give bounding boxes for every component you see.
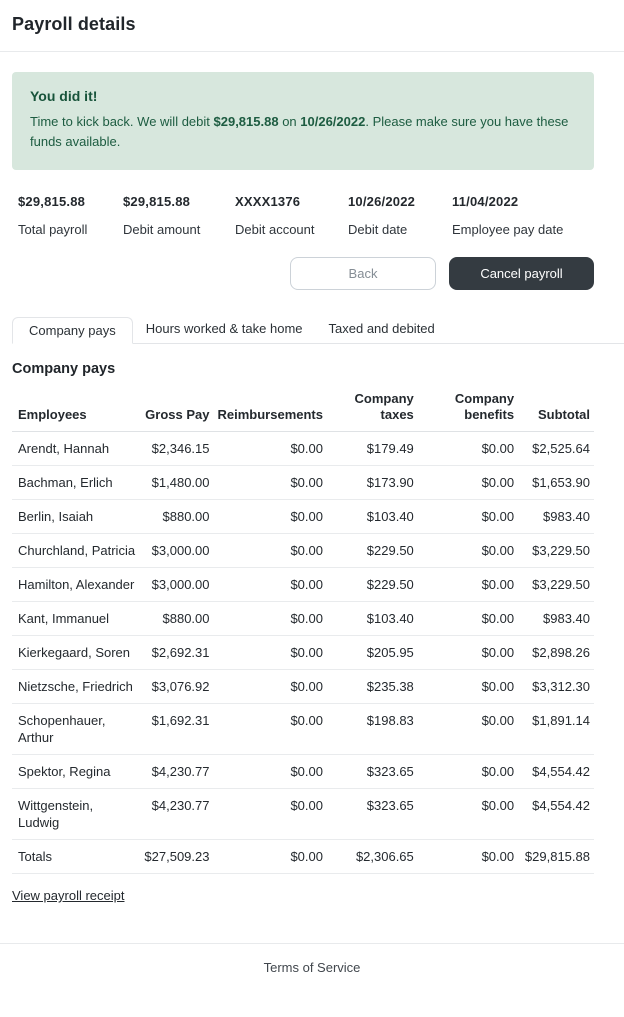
amount-cell: $205.95 — [327, 636, 418, 670]
amount-cell: $0.00 — [418, 755, 518, 789]
amount-cell: $0.00 — [214, 534, 327, 568]
stat-total-payroll — [18, 194, 123, 237]
amount-cell: $1,480.00 — [140, 466, 213, 500]
employee-name: Arendt, Hannah — [12, 432, 140, 466]
stat-value: $29,815.88 — [18, 194, 86, 209]
table-row — [12, 704, 594, 755]
amount-cell: $2,346.15 — [140, 432, 213, 466]
amount-cell: $4,554.42 — [518, 755, 594, 789]
amount-cell: $0.00 — [214, 432, 327, 466]
amount-cell: $3,229.50 — [518, 534, 594, 568]
banner-body-post: . Please make sure you have these funds available. — [30, 114, 569, 149]
stat-debit-account — [235, 194, 348, 237]
terms-of-service-link[interactable]: Terms of Service — [263, 960, 361, 975]
amount-cell: $103.40 — [327, 602, 418, 636]
page-title: Payroll details — [12, 14, 136, 34]
amount-cell: $323.65 — [327, 755, 418, 789]
amount-cell: $0.00 — [214, 789, 327, 840]
totals-amount-cell: $27,509.23 — [140, 840, 213, 874]
amount-cell: $4,230.77 — [140, 755, 213, 789]
amount-cell: $0.00 — [214, 755, 327, 789]
success-banner — [12, 72, 594, 170]
stat-value: $29,815.88 — [123, 194, 191, 209]
tab-taxed-and-debited[interactable]: Taxed and debited — [328, 321, 435, 336]
amount-cell: $0.00 — [214, 568, 327, 602]
employee-name: Kant, Immanuel — [12, 602, 140, 636]
tab-hours-worked-take-home[interactable]: Hours worked & take home — [145, 321, 303, 336]
banner-body-mid: on — [278, 114, 301, 129]
table-row — [12, 789, 594, 840]
amount-cell: $983.40 — [518, 602, 594, 636]
amount-cell: $880.00 — [140, 602, 213, 636]
amount-cell: $0.00 — [418, 432, 518, 466]
amount-cell: $983.40 — [518, 500, 594, 534]
banner-body — [30, 112, 576, 152]
cancel-payroll-button[interactable]: Cancel payroll — [449, 257, 594, 290]
amount-cell: $0.00 — [418, 670, 518, 704]
employee-name: Berlin, Isaiah — [12, 500, 140, 534]
amount-cell: $0.00 — [214, 670, 327, 704]
header-divider — [0, 51, 624, 52]
table-row — [12, 568, 594, 602]
amount-cell: $0.00 — [418, 534, 518, 568]
table-row — [12, 534, 594, 568]
payroll-stats-row — [18, 194, 594, 237]
amount-cell: $3,312.30 — [518, 670, 594, 704]
amount-cell: $0.00 — [418, 466, 518, 500]
table-row — [12, 755, 594, 789]
amount-cell: $323.65 — [327, 789, 418, 840]
amount-cell: $198.83 — [327, 704, 418, 755]
column-header: Gross Pay — [140, 385, 213, 432]
totals-amount-cell: $2,306.65 — [327, 840, 418, 874]
column-header: Company taxes — [327, 385, 418, 432]
amount-cell: $1,891.14 — [518, 704, 594, 755]
employee-name: Nietzsche, Friedrich — [12, 670, 140, 704]
amount-cell: $2,898.26 — [518, 636, 594, 670]
employee-name: Churchland, Patricia — [12, 534, 140, 568]
stat-label: Total payroll — [18, 222, 88, 237]
stat-label: Employee pay date — [452, 222, 564, 237]
action-buttons — [12, 257, 594, 290]
employee-name: Bachman, Erlich — [12, 466, 140, 500]
amount-cell: $3,000.00 — [140, 568, 213, 602]
stat-value: 11/04/2022 — [452, 194, 519, 209]
table-row — [12, 670, 594, 704]
column-header: Subtotal — [518, 385, 594, 432]
stat-value: XXXX1376 — [235, 194, 301, 209]
column-header: Company benefits — [418, 385, 518, 432]
totals-amount-cell: $29,815.88 — [518, 840, 594, 874]
amount-cell: $0.00 — [214, 602, 327, 636]
totals-amount-cell: $0.00 — [418, 840, 518, 874]
amount-cell: $0.00 — [418, 704, 518, 755]
amount-cell: $229.50 — [327, 568, 418, 602]
amount-cell: $0.00 — [418, 568, 518, 602]
amount-cell: $3,000.00 — [140, 534, 213, 568]
amount-cell: $0.00 — [214, 500, 327, 534]
amount-cell: $0.00 — [418, 789, 518, 840]
amount-cell: $103.40 — [327, 500, 418, 534]
table-row — [12, 466, 594, 500]
amount-cell: $3,076.92 — [140, 670, 213, 704]
stat-label: Debit amount — [123, 222, 201, 237]
totals-label: Totals — [12, 840, 140, 874]
amount-cell: $0.00 — [418, 500, 518, 534]
totals-row — [12, 840, 594, 874]
table-row — [12, 432, 594, 466]
amount-cell: $4,230.77 — [140, 789, 213, 840]
stat-value: 10/26/2022 — [348, 194, 416, 209]
company-pays-table — [12, 385, 594, 874]
employee-name: Hamilton, Alexander — [12, 568, 140, 602]
view-payroll-receipt-link[interactable]: View payroll receipt — [12, 888, 125, 903]
employee-name: Schopenhauer, Arthur — [12, 704, 140, 755]
banner-debit-amount: $29,815.88 — [213, 114, 279, 129]
amount-cell: $1,653.90 — [518, 466, 594, 500]
table-header — [12, 385, 594, 432]
footer — [0, 944, 624, 993]
banner-debit-date: 10/26/2022 — [300, 114, 366, 129]
tab-bar — [12, 316, 624, 344]
banner-body-pre: Time to kick back. We will debit — [30, 114, 214, 129]
amount-cell: $880.00 — [140, 500, 213, 534]
totals-amount-cell: $0.00 — [214, 840, 327, 874]
amount-cell: $173.90 — [327, 466, 418, 500]
amount-cell: $235.38 — [327, 670, 418, 704]
stat-label: Debit account — [235, 222, 315, 237]
employee-name: Kierkegaard, Soren — [12, 636, 140, 670]
table-row — [12, 636, 594, 670]
amount-cell: $0.00 — [418, 602, 518, 636]
table-row — [12, 602, 594, 636]
section-heading: Company pays — [12, 361, 116, 377]
stat-debit-date — [348, 194, 452, 237]
amount-cell: $4,554.42 — [518, 789, 594, 840]
column-header: Employees — [12, 385, 140, 432]
amount-cell: $2,692.31 — [140, 636, 213, 670]
amount-cell: $0.00 — [214, 466, 327, 500]
tab-company-pays[interactable]: Company pays — [12, 317, 133, 344]
amount-cell: $3,229.50 — [518, 568, 594, 602]
banner-title: You did it! — [30, 88, 98, 104]
employee-name: Wittgenstein, Ludwig — [12, 789, 140, 840]
employee-name: Spektor, Regina — [12, 755, 140, 789]
stat-debit-amount — [123, 194, 235, 237]
table-row — [12, 500, 594, 534]
amount-cell: $0.00 — [214, 704, 327, 755]
amount-cell: $0.00 — [418, 636, 518, 670]
amount-cell: $229.50 — [327, 534, 418, 568]
amount-cell: $1,692.31 — [140, 704, 213, 755]
stat-employee-pay-date — [452, 194, 594, 237]
stat-label: Debit date — [348, 222, 408, 237]
amount-cell: $2,525.64 — [518, 432, 594, 466]
amount-cell: $0.00 — [214, 636, 327, 670]
amount-cell: $179.49 — [327, 432, 418, 466]
column-header: Reimbursements — [214, 385, 327, 432]
back-button[interactable]: Back — [290, 257, 436, 290]
